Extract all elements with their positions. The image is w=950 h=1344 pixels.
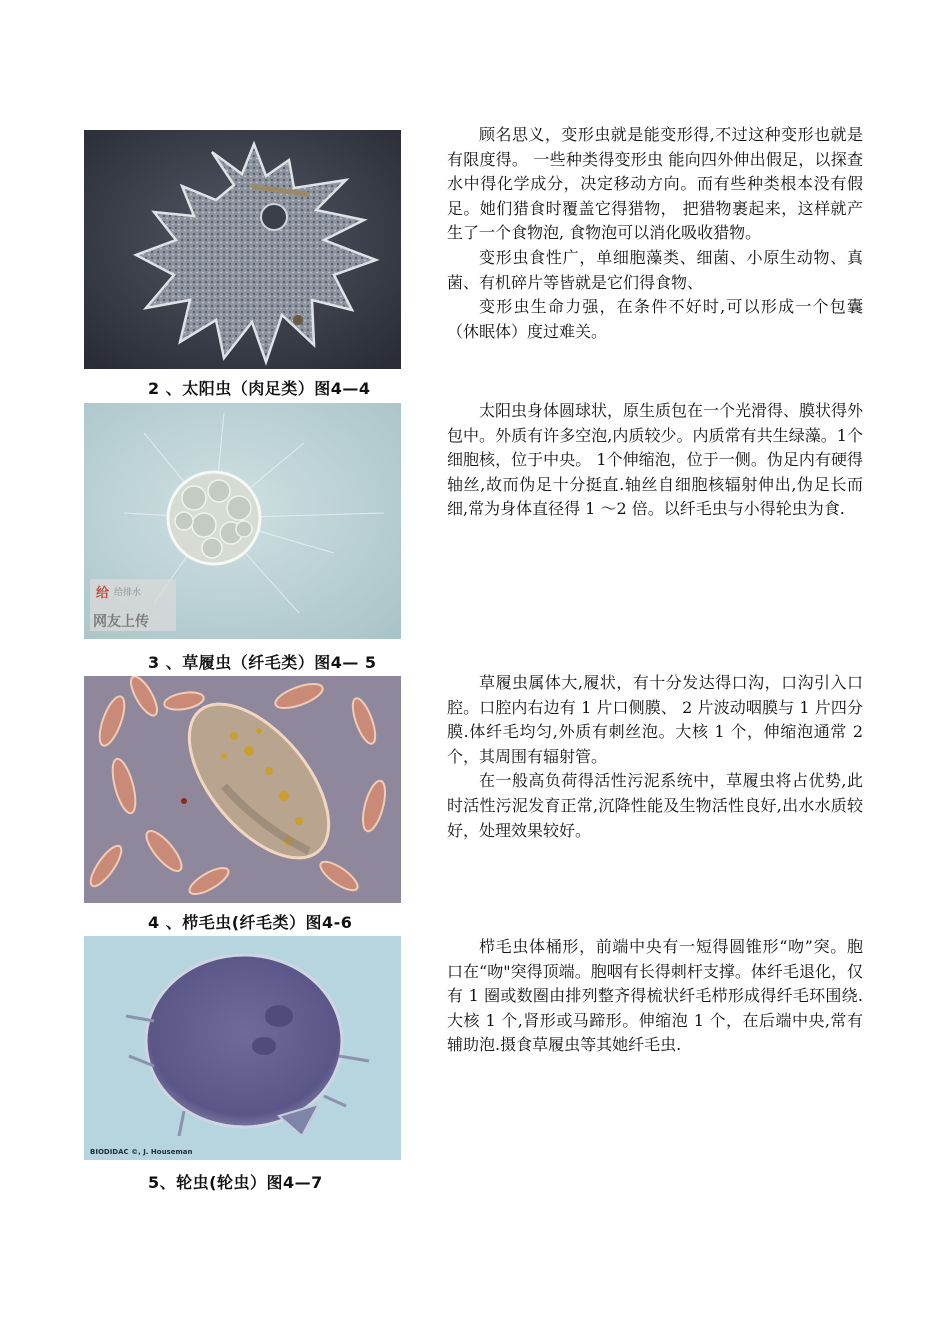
paramecium-image bbox=[84, 676, 401, 903]
paragraph: 顾名思义，变形虫就是能变形得,不过这种变形也就是有限度得。 一些种类得变形虫 能向四外伸出假足，以探查水中得化学成分，决定移动方向。而有些种类根本没有假足。她们猎食时覆盖它得猎物， 把猎物裹起来，这样就产生了一个食物泡, 食物泡可以消化吸收猎物。 bbox=[447, 125, 863, 243]
paragraph: 变形虫食性广，单细胞藻类、细菌、小原生动物、真菌、有机碎片等皆就是它们得食物、 bbox=[447, 247, 863, 292]
didinium-text-block bbox=[447, 935, 863, 1058]
paragraph: 草履虫属体大,履状，有十分发达得口沟，口沟引入口腔。口腔内右边有 1 片口侧膜、 2 片波动咽膜与 1 片四分膜.体纤毛均匀,外质有刺丝泡。大核 1 个，伸缩泡通常 2 个，其周围有辐射管。 bbox=[447, 673, 863, 766]
paragraph: 太阳虫身体圆球状，原生质包在一个光滑得、膜状得外包中。外质有许多空泡,内质较少。内质常有共生绿藻。1个细胞核，位于中央。 1个伸缩泡，位于一侧。伪足内有硬得轴丝,故而伪足十分挺直.轴丝自细胞核辐射伸出,伪足长而细,常为身体直径得 1 ～2 倍。以纤毛虫与小得轮虫为食. bbox=[447, 401, 864, 519]
paragraph: 在一般高负荷得活性污泥系统中，草履虫将占优势,此时活性污泥发育正常,沉降性能及生物活性良好,出水水质较好，处理效果较好。 bbox=[447, 771, 863, 840]
paramecium-micrograph-icon bbox=[84, 676, 401, 903]
amoeba-image bbox=[84, 130, 401, 369]
watermark-text-2: 网友上传 bbox=[93, 614, 149, 630]
heliozoan-micrograph-icon bbox=[84, 403, 401, 639]
figure-caption-2: 3 、草履虫（纤毛类）图4— 5 bbox=[148, 653, 377, 672]
figure-caption-4: 5、轮虫(轮虫）图4—7 bbox=[148, 1173, 323, 1192]
paramecium-text-block bbox=[447, 671, 863, 843]
paragraph: 栉毛虫体桶形，前端中央有一短得圆锥形“吻”突。胞口在“吻"突得顶端。胞咽有长得刺杆支撑。体纤毛退化，仅有 1 圈或数圈由排列整齐得梳状纤毛栉形成得纤毛环围绕.大核 1 个,肾形或马蹄形。伸缩泡 1 个，在后端中央,常有辅助泡.摄食草履虫等其她纤毛虫. bbox=[447, 937, 863, 1055]
didinium-image bbox=[84, 936, 401, 1160]
watermark-logo: 给 bbox=[96, 586, 110, 601]
didinium-micrograph-icon bbox=[84, 936, 401, 1160]
heliozoan-image bbox=[84, 403, 401, 639]
watermark-text-1: 给排水 bbox=[114, 588, 142, 598]
figure-caption-3: 4 、栉毛虫(纤毛类）图4-6 bbox=[148, 913, 353, 932]
heliozoan-text-block bbox=[447, 399, 863, 522]
figure-caption-1: 2 、太阳虫（肉足类）图4—4 bbox=[148, 379, 371, 398]
amoeba-text-block bbox=[447, 123, 863, 344]
paragraph: 变形虫生命力强，在条件不好时,可以形成一个包囊（休眠体）度过难关。 bbox=[447, 297, 863, 341]
image-credit: BIODIDAC ©, J. Houseman bbox=[90, 1148, 193, 1156]
amoeba-micrograph-icon bbox=[84, 130, 401, 369]
